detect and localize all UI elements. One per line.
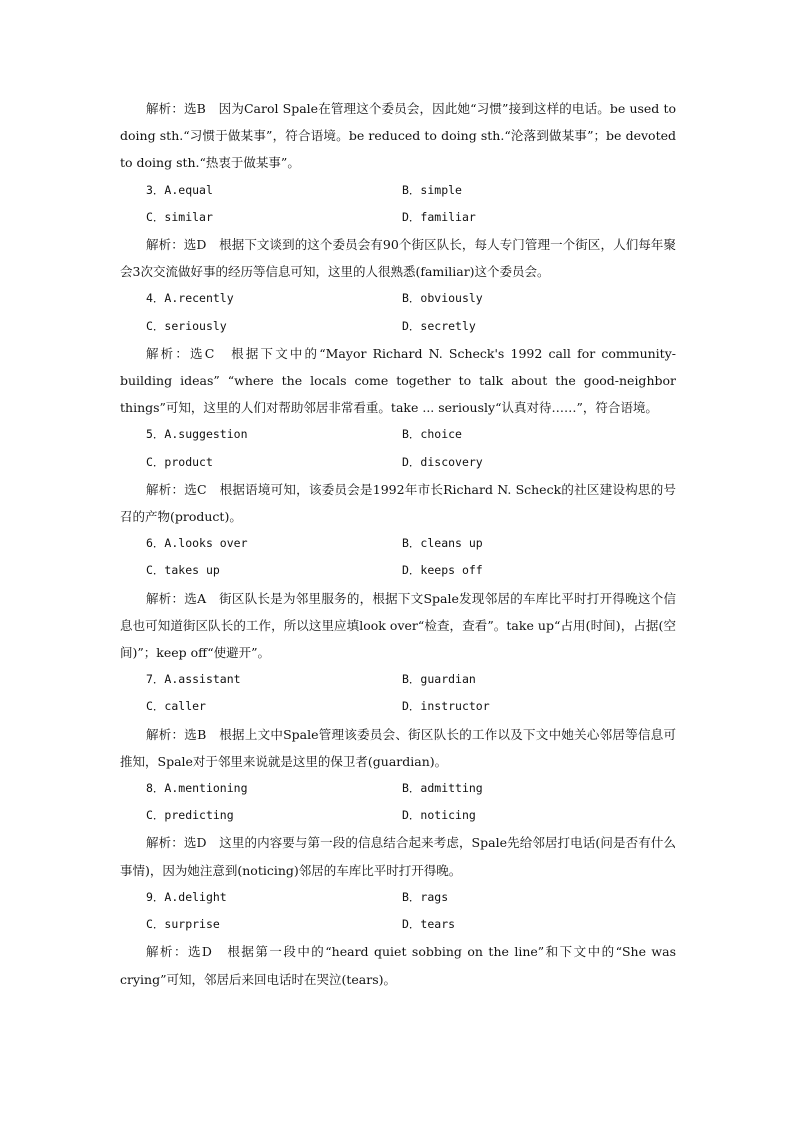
option-b: B．rags — [402, 889, 449, 904]
options-q6-row2 — [120, 557, 676, 584]
option-a: 3．A.equal — [146, 182, 213, 197]
option-a: 5．A.suggestion — [146, 427, 248, 442]
option-c: C．product — [146, 454, 213, 469]
explanation-q8: 解析：选D 这里的内容要与第一段的信息结合起来考虑，Spale先给邻居打电话(问是否有什么事情)，因为她注意到(noticing)邻居的车库比平时打开得晚。 — [120, 835, 676, 878]
explanation-q7: 解析：选B 根据上文中Spale管理该委员会、街区队长的工作以及下文中她关心邻居等信息可推知，Spale对于邻里来说就是这里的保卫者(guardian)。 — [120, 726, 676, 769]
option-a: 6．A.looks over — [146, 536, 248, 551]
option-c: C．seriously — [146, 318, 227, 333]
options-q7-row1 — [120, 666, 676, 693]
option-a: 8．A.mentioning — [146, 781, 248, 796]
option-b: B．admitting — [402, 781, 483, 796]
options-q3-row1 — [120, 177, 676, 204]
explanation-q6: 解析：选A 街区队长是为邻里服务的，根据下文Spale发现邻居的车库比平时打开得晚这个信息也可知道街区队长的工作，所以这里应填look over“检查，查看”。take up“占用(时间)，占据(空间)”；keep off“使避开”。 — [120, 590, 676, 661]
option-d: D．tears — [402, 917, 456, 932]
option-d: D．discovery — [402, 454, 483, 469]
options-q9-row1 — [120, 884, 676, 911]
option-a: 9．A.delight — [146, 889, 227, 904]
option-c: C．takes up — [146, 563, 220, 578]
option-b: B．choice — [402, 427, 462, 442]
options-q8-row1 — [120, 775, 676, 802]
option-b: B．cleans up — [402, 536, 483, 551]
option-d: D．familiar — [402, 209, 476, 224]
option-a: 4．A.recently — [146, 291, 234, 306]
options-q8-row2 — [120, 802, 676, 829]
options-q3-row2 — [120, 204, 676, 231]
option-d: D．instructor — [402, 699, 490, 714]
explanation-q4: 解析：选C 根据下文中的“Mayor Richard N. Scheck's 1992 call for community-building ideas” “where the locals come together to talk about the good-neighbor things”可知，这里的人们对帮助邻居非常看重。take ... seriously“认真对待……”，符合语境。 — [120, 345, 676, 416]
options-q4-row2 — [120, 313, 676, 340]
options-q6-row1 — [120, 530, 676, 557]
explanation-q9: 解析：选D 根据第一段中的“heard quiet sobbing on the line”和下文中的“She was crying”可知，邻居后来回电话时在哭泣(tears)。 — [120, 944, 676, 987]
options-q9-row2 — [120, 911, 676, 938]
option-b: B．simple — [402, 182, 462, 197]
options-q5-row1 — [120, 421, 676, 448]
option-c: C．surprise — [146, 917, 220, 932]
option-d: D．secretly — [402, 318, 476, 333]
options-q5-row2 — [120, 449, 676, 476]
option-d: D．keeps off — [402, 563, 483, 578]
answer-explanations — [120, 95, 676, 993]
options-q7-row2 — [120, 693, 676, 720]
explanation-q2: 解析：选B 因为Carol Spale在管理这个委员会，因此她“习惯”接到这样的电话。be used to doing sth.“习惯于做某事”，符合语境。be reduced to doing sth.“沦落到做某事”；be devoted to doing sth.“热衷于做某事”。 — [120, 101, 676, 171]
option-a: 7．A.assistant — [146, 672, 241, 687]
option-d: D．noticing — [402, 808, 476, 823]
options-q4-row1 — [120, 285, 676, 312]
explanation-q5: 解析：选C 根据语境可知，该委员会是1992年市长Richard N. Scheck的社区建设构思的号召的产物(product)。 — [120, 481, 676, 525]
option-c: C．caller — [146, 699, 206, 714]
option-b: B．obviously — [402, 291, 483, 306]
option-c: C．similar — [146, 209, 213, 224]
option-c: C．predicting — [146, 808, 234, 823]
option-b: B．guardian — [402, 672, 476, 687]
explanation-q3: 解析：选D 根据下文谈到的这个委员会有90个街区队长，每人专门管理一个街区，人们每年聚会3次交流做好事的经历等信息可知，这里的人很熟悉(familiar)这个委员会。 — [120, 237, 676, 280]
